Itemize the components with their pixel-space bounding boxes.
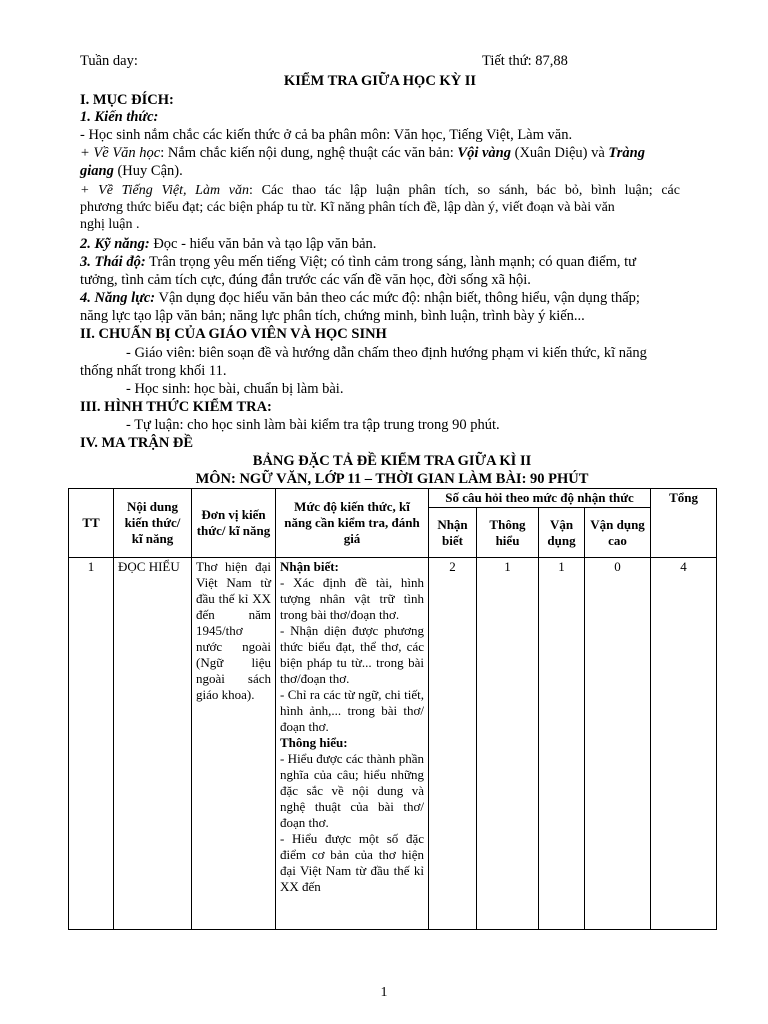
ability-line xyxy=(80,289,680,307)
understand-item-1: - Hiểu được các thành phần nghĩa của câu; hiểu những đặc sắc về nội dung và nghệ thuật của bài thơ/đoạn thơ. xyxy=(280,751,424,830)
skill-text: Đọc - hiểu văn bản và tạo lập văn bản. xyxy=(149,236,377,252)
header-count-group: Số câu hỏi theo mức độ nhận thức xyxy=(429,489,651,508)
attitude-text-2: tưởng, tình cảm tích cực, đúng đắn trước các vấn đề văn học, đời sống xã hội. xyxy=(80,272,531,288)
work-voi-vang: Vội vàng xyxy=(457,145,511,161)
week-label: Tuần day: xyxy=(80,53,138,69)
row-unit: Thơ hiện đại Việt Nam từ đầu thế kỉ XX đến năm 1945/thơ nước ngoài (Ngữ liệu ngoài sách giáo khoa). xyxy=(192,558,276,930)
table-title: BẢNG ĐẶC TẢ ĐỀ KIỂM TRA GIỮA KÌ II xyxy=(252,453,532,469)
page-title: KIỂM TRA GIỮA HỌC KỲ II xyxy=(283,73,477,89)
knowledge-item-2 xyxy=(80,144,680,162)
knowledge-item-2-cont xyxy=(80,162,680,180)
header-apply-high: Vận dụng cao xyxy=(585,508,651,558)
section3-text: - Tự luận: cho học sinh làm bài kiểm tra tập trung trong 90 phút. xyxy=(126,417,500,433)
section4-heading: IV. MA TRẬN ĐỀ xyxy=(80,435,194,451)
teacher-line-2: thống nhất trong khối 11. xyxy=(80,363,227,379)
attitude-text-1: Trân trọng yêu mến tiếng Việt; có tình cảm trong sáng, lành mạnh; có quan điểm, tư xyxy=(145,254,637,270)
row-n-total: 4 xyxy=(651,558,717,930)
understand-item-2: - Hiểu được một số đặc điểm cơ bản của thơ hiện đại Việt Nam từ đầu thế kỉ XX đến xyxy=(280,831,424,894)
section1-heading: I. MỤC ĐÍCH: xyxy=(80,92,174,108)
header-tt: TT xyxy=(69,489,114,558)
knowledge-heading: 1. Kiến thức: xyxy=(80,109,159,125)
knowledge-item-3-prefix: + Về Tiếng Việt, Làm văn xyxy=(80,183,249,198)
header-content: Nội dung kiến thức/ kĩ năng xyxy=(114,489,192,558)
recognize-item-1: - Xác định đề tài, hình tượng nhân vật trữ tình trong bài thơ/đoạn thơ. xyxy=(280,575,424,622)
header-total: Tổng xyxy=(651,489,717,558)
section3-heading: III. HÌNH THỨC KIỂM TRA: xyxy=(80,399,272,415)
ability-text-2: năng lực tạo lập văn bản; năng lực phân tích, chứng minh, bình luận, trình bày ý kiến... xyxy=(80,308,585,324)
work-trang-b: giang xyxy=(80,163,114,179)
student-line: - Học sinh: học bài, chuẩn bị làm bài. xyxy=(126,381,344,397)
header-recognize: Nhận biết xyxy=(429,508,477,558)
row-n-apply: 1 xyxy=(539,558,585,930)
knowledge-item-1: - Học sinh nắm chắc các kiến thức ở cả ba phân môn: Văn học, Tiếng Việt, Làm văn. xyxy=(80,127,573,143)
work-trang-a: Tràng xyxy=(608,145,645,161)
skill-line xyxy=(80,235,680,253)
row-n-understand: 1 xyxy=(477,558,539,930)
knowledge-item-3-line2: phương thức biểu đạt; các biện pháp tu từ. Kĩ năng phân tích đề, lập dàn ý, viết đoạn và bài văn xyxy=(80,200,615,215)
header-understand: Thông hiểu xyxy=(477,508,539,558)
ability-text-1: Vận dụng đọc hiểu văn bản theo các mức độ: nhận biết, thông hiểu, vận dụng thấp; xyxy=(155,290,640,306)
row-n-recognize: 2 xyxy=(429,558,477,930)
attitude-heading: 3. Thái độ: xyxy=(80,254,146,270)
table-header-row-1 xyxy=(69,489,717,508)
row-level xyxy=(276,558,429,930)
author-huy-can: (Huy Cận). xyxy=(113,163,183,179)
row-content: ĐỌC HIỂU xyxy=(114,558,192,930)
row-tt: 1 xyxy=(69,558,114,930)
recognize-item-3: - Chỉ ra các từ ngữ, chi tiết, hình ảnh,... trong bài thơ/ đoạn thơ. xyxy=(280,687,424,734)
header-row xyxy=(80,52,680,70)
ability-heading: 4. Năng lực: xyxy=(80,290,156,306)
knowledge-item-2-prefix: + Về Văn học xyxy=(80,145,161,161)
teacher-line-1: - Giáo viên: biên soạn đề và hướng dẫn chấm theo định hướng phạm vi kiến thức, kĩ năng xyxy=(126,345,647,361)
knowledge-item-3 xyxy=(80,182,680,200)
recognize-heading: Nhận biết: xyxy=(280,559,339,574)
knowledge-item-2-text: : Nắm chắc kiến nội dung, nghệ thuật các văn bản: xyxy=(160,145,458,161)
knowledge-item-3-line3: nghị luận . xyxy=(80,217,140,232)
row-n-apply-high: 0 xyxy=(585,558,651,930)
page-number: 1 xyxy=(380,985,388,1000)
section2-heading: II. CHUẨN BỊ CỦA GIÁO VIÊN VÀ HỌC SINH xyxy=(80,326,387,342)
spec-table xyxy=(68,488,717,930)
understand-heading: Thông hiểu: xyxy=(280,735,348,750)
author-xuan-dieu: (Xuân Diệu) và xyxy=(510,145,609,161)
attitude-line xyxy=(80,253,680,271)
period-label: Tiết thứ: 87,88 xyxy=(482,53,568,69)
header-unit: Đơn vị kiến thức/ kĩ năng xyxy=(192,489,276,558)
table-row xyxy=(69,558,717,930)
knowledge-item-3-line1: : Các thao tác lập luận phân tích, so sánh, bác bỏ, bình luận; các xyxy=(249,183,680,198)
skill-heading: 2. Kỹ năng: xyxy=(80,236,150,252)
header-apply: Vận dụng xyxy=(539,508,585,558)
header-level: Mức độ kiến thức, kĩ năng cần kiểm tra, đánh giá xyxy=(276,489,429,558)
recognize-item-2: - Nhận diện được phương thức biểu đạt, thể thơ, các biện pháp tu từ... trong bài thơ/đoạn thơ. xyxy=(280,623,424,686)
table-subtitle: MÔN: NGỮ VĂN, LỚP 11 – THỜI GIAN LÀM BÀI: 90 PHÚT xyxy=(195,471,589,487)
